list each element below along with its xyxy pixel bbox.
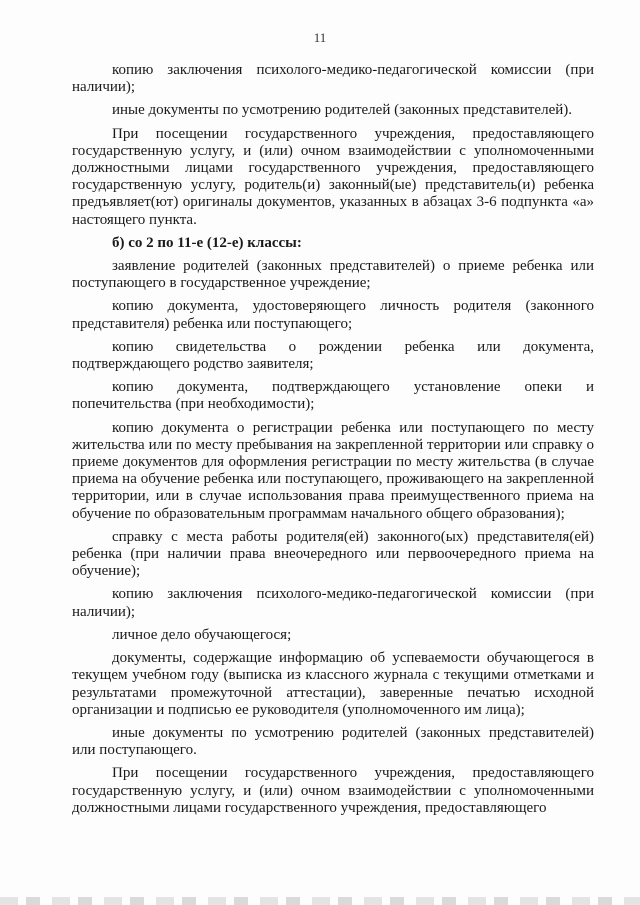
paragraph-11: копию заключения психолого-медико-педагогической комиссии (при наличии); (72, 586, 594, 620)
paragraph-6: копию документа, удостоверяющего личность родителя (законного представителя) ребенка или поступающего; (72, 298, 594, 332)
paragraph-5: заявление родителей (законных представителей) о приеме ребенка или поступающего в государственное учреждение; (72, 258, 594, 292)
section-heading: б) со 2 по 11-е (12-е) классы: (112, 234, 302, 251)
paragraph-13: документы, содержащие информацию об успеваемости обучающегося в текущем учебном году (выписка из классного журнала с текущими отметками и результатами промежуточной аттестации), заверенные печатью исходной организации и подписью ее руководителя (уполномоченного им лица); (72, 650, 594, 718)
paragraph-12: личное дело обучающегося; (112, 626, 292, 643)
paragraph-7: копию свидетельства о рождении ребенка или документа, подтверждающего родство заявителя; (72, 338, 594, 373)
paragraph-8: копию документа, подтверждающего установление опеки и попечительства (при необходимости); (72, 379, 594, 413)
paragraph-10: справку с места работы родителя(ей) законного(ых) представителя(ей) ребенка (при наличии права внеочередного или первоочередного приема на обучение); (72, 528, 594, 580)
paragraph-3: При посещении государственного учреждения, предоставляющего государственную услугу, и (или) очном взаимодействии с уполномоченными должностными лицами государственного учреждения, предоставляющего государственную услугу, родитель(и) законный(ые) представитель(и) ребенка предъявляет(ют) оригиналы документов, указанных в абзацах 3-6 подпункта «а» настоящего пункта. (72, 125, 594, 228)
paragraph-14: иные документы по усмотрению родителей (законных представителей) или поступающего. (72, 724, 594, 759)
paragraph-1: копию заключения психолого-медико-педагогической комиссии (при наличии); (72, 62, 594, 96)
page-number: 11 (313, 30, 327, 45)
paragraph-15: При посещении государственного учреждения, предоставляющего государственную услугу, и (или) очном взаимодействии с уполномоченными должностными лицами государственного учреждения, предоставляющего (72, 765, 594, 816)
paragraph-9: копию документа о регистрации ребенка или поступающего по месту жительства или по месту пребывания на закрепленной территории или справку о приеме документов для оформления регистрации по месту жительства (в случае приема на обучение ребенка или поступающего, проживающего на закрепленной территории, или в случае использования права преимущественного приема на обучение по образовательным программам начального общего образования); (72, 419, 594, 522)
scan-artifact-edge (0, 897, 640, 905)
document-body (72, 62, 594, 823)
paragraph-2: иные документы по усмотрению родителей (законных представителей). (112, 102, 573, 119)
